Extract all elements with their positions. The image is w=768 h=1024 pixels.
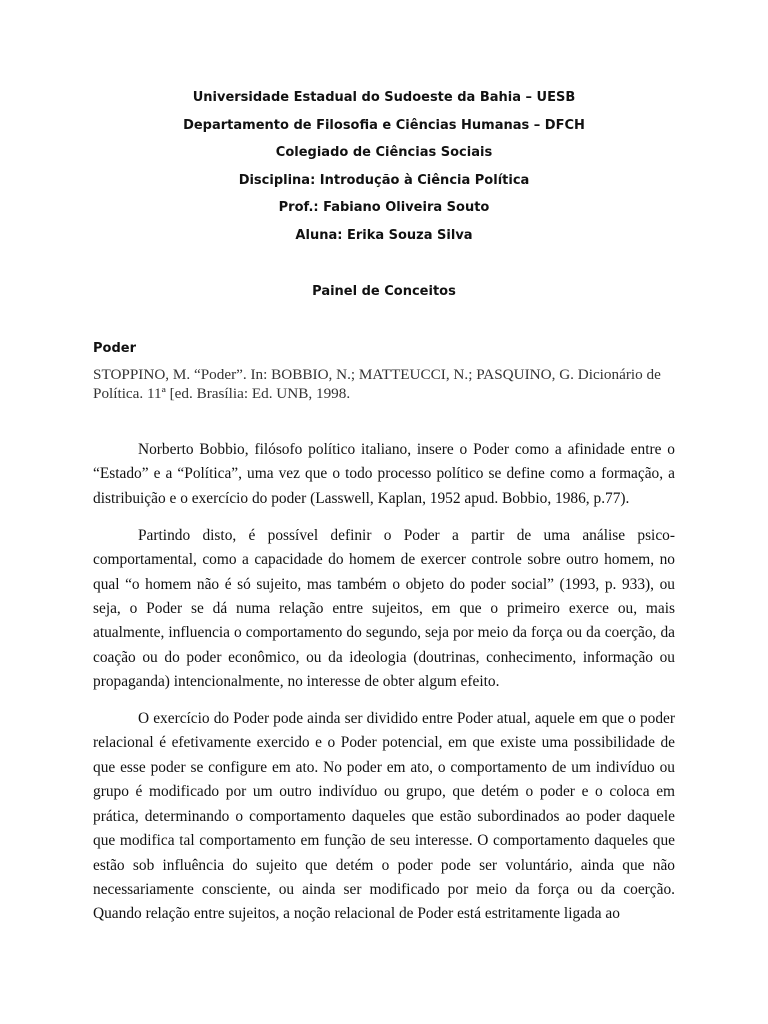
concept-term: Poder [93, 341, 136, 356]
professor-name: Prof.: Fabiano Oliveira Souto [278, 200, 490, 215]
paragraph: O exercício do Poder pode ainda ser dividido entre Poder atual, aquele em que o poder relacional é efetivamente exercido e o Poder potencial, em que existe uma possibilidade de que esse poder se configure em ato. No poder em ato, o comportamento de um indivíduo ou grupo é modificado por um outro indivíduo ou grupo, que detém o poder e o coloca em prática, determinando o comportamento daqueles que estão subordinados ao poder daquele que modifica tal comportamento em função de seu interesse. O comportamento daqueles que estão sob influência do sujeito que detém o poder pode ser voluntário, ainda que não necessariamente consciente, ou ainda ser modificado por meio da força ou da coerção. Quando relação entre sujeitos, a noção relacional de Poder está estritamente ligada ao [93, 710, 675, 923]
section-title: Painel de Conceitos [312, 284, 456, 299]
department-name: Departamento de Filosofia e Ciências Humanas – DFCH [183, 117, 585, 133]
discipline-name: Disciplina: Introdução à Ciência Política [238, 172, 530, 188]
college-name: Colegiado de Ciências Sociais [275, 145, 493, 160]
document-header [0, 84, 768, 249]
student-name: Aluna: Erika Souza Silva [295, 227, 473, 243]
paragraph: Norberto Bobbio, filósofo político italiano, insere o Poder como a afinidade entre o “Estado” e a “Política”, uma vez que o todo processo político se define como a formação, a distribuição e o exercício do poder (Lasswell, Kaplan, 1952 apud. Bobbio, 1986, p.77). [93, 441, 675, 507]
paragraph: Partindo disto, é possível definir o Poder a partir de uma análise psico-comportamental, como a capacidade do homem de exercer controle sobre outro homem, no qual “o homem não é só sujeito, mas também o objeto do poder social” (1993, p. 933), ou seja, o Poder se dá numa relação entre sujeitos, em que o primeiro exerce ou, mais atualmente, influencia o comportamento do segundo, seja por meio da força ou da coerção, da coação ou do poder econômico, ou da ideologia (doutrinas, conhecimento, informação ou propaganda) intencionalmente, no interesse de obter algum efeito. [93, 526, 675, 691]
body-text [93, 438, 675, 939]
bibliographic-reference: STOPPINO, M. “Poder”. In: BOBBIO, N.; MATTEUCCI, N.; PASQUINO, G. Dicionário de Política. 11ª [ed. Brasília: Ed. UNB, 1998. [93, 366, 661, 402]
university-name: Universidade Estadual do Sudoeste da Bahia – UESB [192, 90, 576, 105]
